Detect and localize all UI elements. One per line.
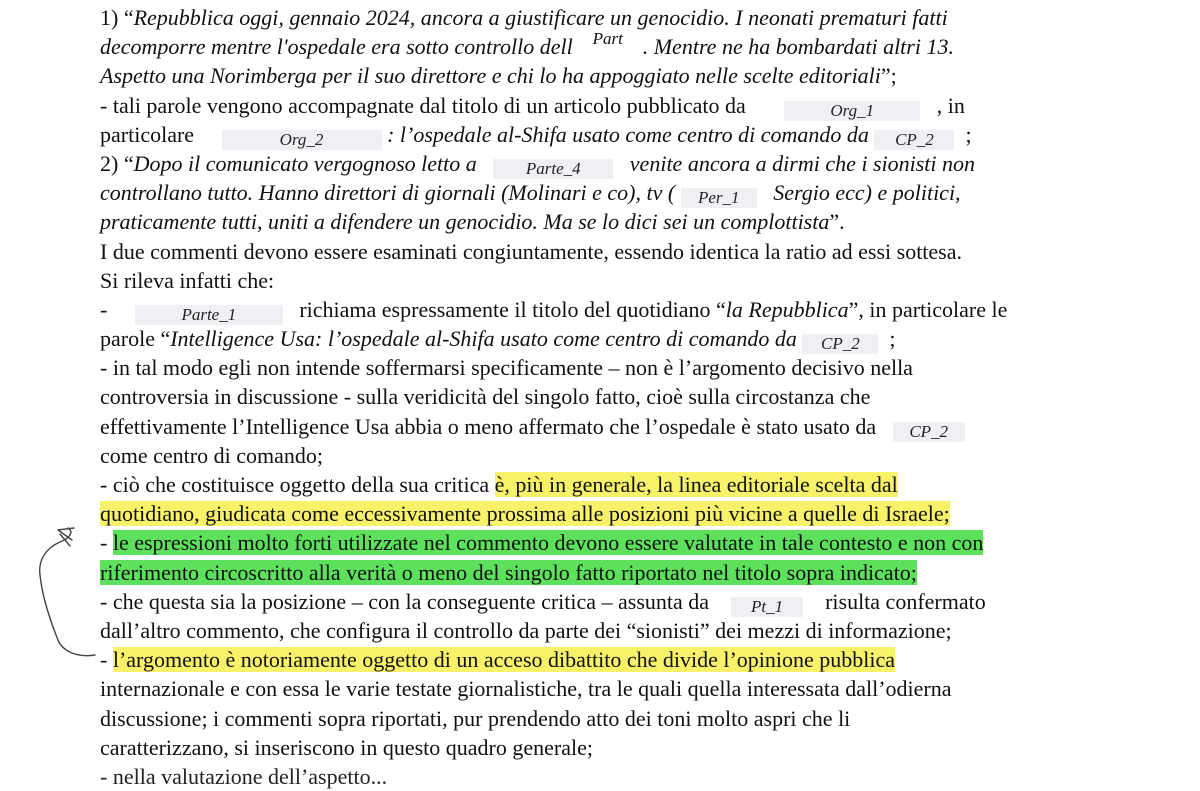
highlight-green: riferimento circoscritto alla verità o meno del singolo fatto riportato nel titolo sopra indicato;	[100, 559, 917, 585]
text-line-15: effettivamente l’Intelligence Usa abbia o meno affermato che l’ospedale è stato usato da CP_2	[100, 412, 1100, 441]
redacted-per-1: Per_1	[681, 188, 757, 208]
text-line-13: - in tal modo egli non intende soffermarsi specificamente – non è l’argomento decisivo nella	[100, 355, 913, 381]
text-line-24: internazionale e con essa le varie testate giornalistiche, tra le quali quella interessata dall’odierna	[100, 676, 952, 702]
text-line-8: praticamente tutti, uniti a difendere un genocidio. Ma se lo dici sei un complottista”.	[100, 209, 845, 235]
highlight-yellow: è, più in generale, la linea editoriale scelta dal	[494, 472, 898, 497]
text-line-22: dall’altro commento, che configura il controllo da parte dei “sionisti” dei mezzi di informazione;	[100, 617, 952, 643]
highlight-yellow: l’argomento è notoriamente oggetto di un acceso dibattito che divide l’opinione pubblica	[112, 647, 896, 673]
redacted-pt-1: Pt_1	[731, 597, 803, 617]
text-line-6: 2) “Dopo il comunicato vergognoso letto a Parte_4 venite ancora a dirmi che i sionisti non	[100, 150, 976, 178]
redacted-parte-4: Parte_4	[493, 159, 613, 179]
redacted-party: Part	[592, 29, 623, 49]
text-line-3: Aspetto una Norimberga per il suo direttore e chi lo ha appoggiato nelle scelte editoriali”;	[100, 63, 897, 89]
text-line-11: - Parte_1 richiama espressamente il titolo del quotidiano “la Repubblica”, in particolare le	[100, 296, 1008, 324]
text-line-1: 1) “Repubblica oggi, gennaio 2024, ancora a giustificare un genocidio. I neonati prematuri fatti	[100, 5, 948, 30]
text-line-14: controversia in discussione - sulla veridicità del singolo fatto, cioè sulla circostanza che	[100, 384, 871, 410]
highlight-yellow: quotidiano, giudicata come eccessivamente prossima alle posizioni più vicine a quelle di Israele;	[100, 501, 950, 527]
text-line-16: come centro di comando;	[100, 442, 323, 468]
redacted-parte-1: Parte_1	[135, 305, 283, 325]
text-line-18	[100, 499, 1100, 528]
text-line-4: - tali parole vengono accompagnate dal titolo di un articolo pubblicato da Org_1 , in	[100, 92, 965, 120]
redacted-cp-2: CP_2	[893, 422, 965, 442]
text-line-2: decomporre mentre l'ospedale era sotto controllo dell Part . Mentre ne ha bombardati altri 13.	[100, 29, 954, 60]
text-line-20	[100, 558, 1100, 587]
redacted-cp-2: CP_2	[874, 130, 954, 150]
hand-drawn-arrow-icon	[0, 0, 100, 700]
redacted-cp-2: CP_2	[802, 334, 878, 354]
redacted-org-1: Org_1	[784, 101, 920, 121]
document-body	[100, 3, 1100, 789]
text-line-21: - che questa sia la posizione – con la conseguente critica – assunta da Pt_1 risulta confermato	[100, 588, 986, 616]
text-line-10: Si rileva infatti che:	[100, 267, 275, 293]
text-line-17: - ciò che costituisce oggetto della sua critica è, più in generale, la linea editoriale scelta dal	[100, 472, 898, 497]
text-line-23: - l’argomento è notoriamente oggetto di un acceso dibattito che divide l’opinione pubblica	[100, 647, 896, 673]
text-line-19: - le espressioni molto forti utilizzate nel commento devono essere valutate in tale contesto e non con	[100, 530, 984, 556]
text-line-5: particolare Org_2 : l’ospedale al-Shifa usato come centro di comando da CP_2 ;	[100, 121, 972, 149]
redacted-org-2: Org_2	[222, 130, 382, 150]
text-line-25: discussione; i commenti sopra riportati, pur prendendo atto dei toni molto aspri che li	[100, 705, 851, 731]
text-line-7: controllano tutto. Hanno direttori di giornali (Molinari e co), tv ( Per_1 Sergio ecc) e politici,	[100, 180, 961, 208]
text-line-9: I due commenti devono essere esaminati congiuntamente, essendo identica la ratio ad essi sottesa.	[100, 238, 963, 264]
text-line-27-partial: - nella valutazione dell’aspetto...	[100, 763, 388, 789]
highlight-green: le espressioni molto forti utilizzate nel commento devono essere valutate in tale contesto e non con	[112, 530, 984, 556]
text-line-12: parole “Intelligence Usa: l’ospedale al-Shifa usato come centro di comando da CP_2 ;	[100, 326, 896, 354]
text-line-26: caratterizzano, si inseriscono in questo quadro generale;	[100, 734, 593, 760]
